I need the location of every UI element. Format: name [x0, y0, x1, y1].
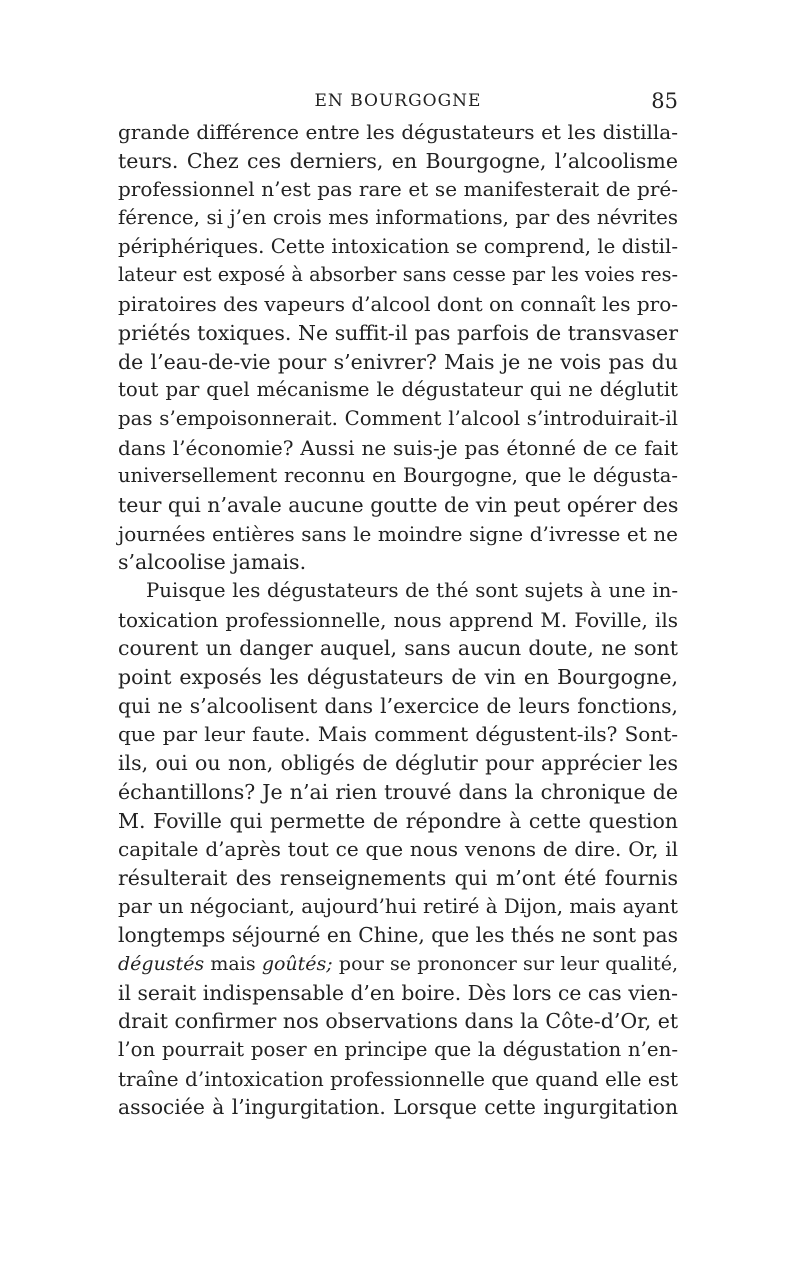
text-line: M. Foville qui permette de répondre à cette question: [118, 808, 678, 833]
text-line: ils, oui ou non, obligés de déglutir pour apprécier les: [118, 751, 678, 776]
text-line: teur qui n’avale aucune goutte de vin peut opérer des: [118, 492, 679, 517]
italic-word: goûtés;: [261, 952, 333, 975]
text-line: courent un danger auquel, sans aucun doute, ne sont: [118, 636, 678, 661]
text-line: associée à l’ingurgitation. Lorsque cette ingurgitation: [118, 1095, 678, 1120]
text-line: drait confirmer nos observations dans la Côte-d’Or, et: [118, 1009, 679, 1034]
text-line: périphériques. Cette intoxication se comprend, le distil-: [118, 234, 678, 258]
text-span: mais: [204, 952, 262, 975]
text-line: lateur est exposé à absorber sans cesse par les voies res-: [118, 263, 678, 287]
text-line: pas s’empoisonnerait. Comment l’alcool s’introduirait-il: [118, 406, 678, 430]
text-line: il serait indispensable d’en boire. Dès lors ce cas vien-: [118, 980, 678, 1005]
text-line: journées entières sans le moindre signe d’ivresse et ne: [118, 521, 678, 546]
page-number: 85: [651, 89, 678, 113]
text-line: teurs. Chez ces derniers, en Bourgogne, l’alcoolisme: [118, 148, 678, 173]
text-line: toxication professionnelle, nous apprend M. Foville, ils: [118, 607, 678, 632]
text-line: Puisque les dégustateurs de thé sont sujets à une in-: [146, 579, 678, 602]
text-line: capitale d’après tout ce que nous venons de dire. Or, il: [118, 837, 678, 862]
text-line: résulterait des renseignements qui m’ont été fournis: [118, 865, 678, 890]
text-line: qui ne s’alcoolisent dans l’exercice de leurs fonctions,: [118, 693, 678, 718]
text-line: échantillons? Je n’ai rien trouvé dans la chronique de: [118, 779, 678, 804]
text-line: professionnel n’est pas rare et se manifesterait de pré-: [118, 177, 678, 202]
text-line: l’on pourrait poser en principe que la dégustation n’en-: [118, 1038, 678, 1061]
text-line: férence, si j’en crois mes informations, par des névrites: [118, 206, 678, 230]
italic-word: dégustés: [118, 952, 205, 975]
text-span: pour se prononcer sur leur qualité,: [332, 952, 678, 975]
text-line: de l’eau-de-vie pour s’enivrer? Mais je ne vois pas du: [118, 349, 678, 374]
running-head: [118, 86, 678, 116]
text-line: point exposés les dégustateurs de vin en Bourgogne,: [118, 665, 678, 690]
text-line: traîne d’intoxication professionnelle que quand elle est: [118, 1066, 678, 1091]
body-text: [118, 118, 678, 1122]
text-line: par un négociant, aujourd’hui retiré à Dijon, mais ayant: [118, 894, 678, 918]
running-title: EN BOURGOGNE: [314, 91, 482, 111]
text-line: grande différence entre les dégustateurs et les distilla-: [118, 120, 678, 144]
text-line: universellement reconnu en Bourgogne, que le dégusta-: [118, 464, 678, 488]
text-line: priétés toxiques. Ne suffit-il pas parfois de transvaser: [118, 320, 678, 345]
text-line: longtemps séjourné en Chine, que les thés ne sont pas: [118, 923, 678, 948]
text-line: s’alcoolise jamais.: [118, 550, 307, 575]
text-line: piratoires des vapeurs d’alcool dont on connaît les pro-: [118, 292, 679, 317]
text-line: que par leur faute. Mais comment dégustent-ils? Sont-: [118, 722, 678, 747]
text-line: tout par quel mécanisme le dégustateur qui ne déglutit: [118, 378, 678, 402]
text-line: dans l’économie? Aussi ne suis-je pas étonné de ce fait: [118, 435, 678, 460]
text-line: [118, 950, 678, 979]
